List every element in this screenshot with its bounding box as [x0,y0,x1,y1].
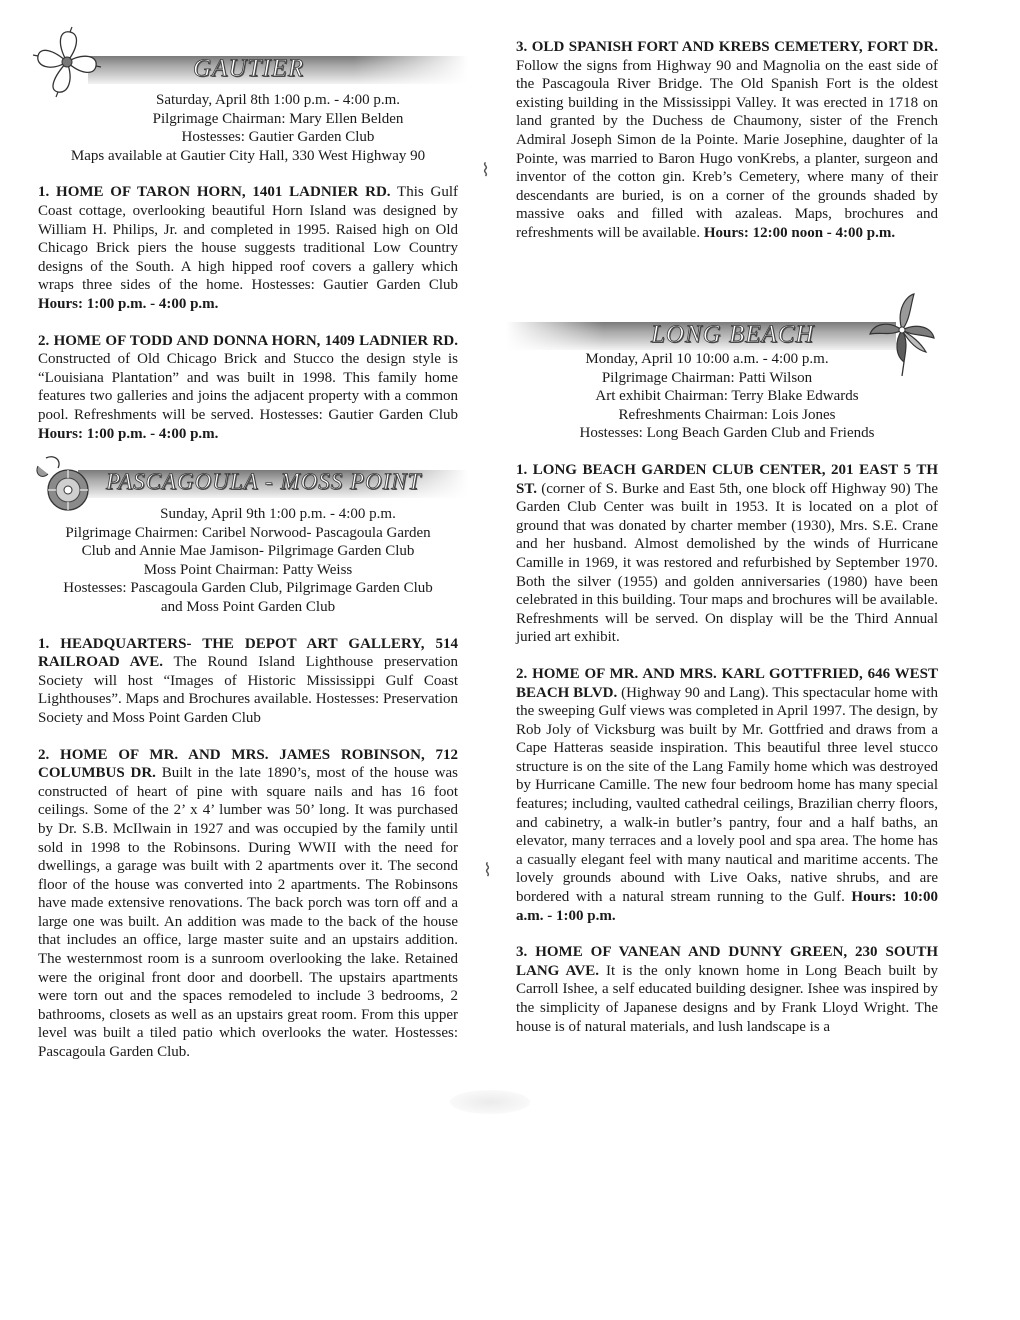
pascagoula-item-2-title: 2. HOME OF MR. AND MRS. JAMES ROBINSON, 712 COLUMBUS DR. [38,746,458,782]
longbeach-item-2-title: 2. HOME OF MR. AND MRS. KARL GOTTFRIED, 646 WEST BEACH BLVD. [516,665,938,701]
gautier-item-2-body: Constructed of Old Chicago Brick and Stucco the design style is “Louisiana Plantation” and was built in 1998. This family home features two galleries and joins the adjacent property with a common pool. Refreshments will be served. Hostesses: Gautier Garden Club [38,351,458,423]
longbeach-info-hostesses: Hostesses: Long Beach Garden Club and Friends [579,425,875,442]
longbeach-item-1 [516,461,938,647]
gautier-item-1-title: 1. HOME OF TARON HORN, 1401 LADNIER RD. [38,184,391,201]
gautier-title: GAUTIER [193,55,305,82]
gautier-info-maps: Maps available at Gautier City Hall, 330 West Highway 90 [70,147,426,164]
longbeach-info-date: Monday, April 10 10:00 a.m. - 4:00 p.m. [585,351,829,367]
longbeach-item-1-body: (corner of S. Burke and East 5th, one block off Highway 90) The Garden Club Center was built in 1953. It is located on a plot of ground that was donated by charter member (1930), Mrs. S.E. Crane and her husband. Almost demolished by the winds of Hurricane Camille in 1969, it was restored and refurbished by September 1970. Both the silver (1955) and golden anniversaries (1980) have been celebrated in this building. Tour maps and brochures will be available. Refreshments will be served. On display will be the Third Annual juried art exhibit. [516,480,938,646]
pascagoula-info-chairmen-cont: Club and Annie Mae Jamison- Pilgrimage Garden Club [81,543,415,560]
longbeach-item-3 [516,943,938,1036]
pascagoula-info-date: Sunday, April 9th 1:00 p.m. - 4:00 p.m. [160,506,396,522]
gautier-info-hostesses: Hostesses: Gautier Garden Club [181,129,375,146]
pascagoula-item-1-title: 1. HEADQUARTERS- THE DEPOT ART GALLERY, 514 RAILROAD AVE. [38,635,458,671]
longbeach-item-2-hours: Hours: 10:00 a.m. - 1:00 p.m. [516,889,938,924]
longbeach-info-art: Art exhibit Chairman: Terry Blake Edwards [595,388,859,405]
longbeach-item-2 [516,665,938,925]
longbeach-item-3-body: It is the only known home in Long Beach built by Carroll Ishee, a self educated building designer. Ishee was inspired by the simplicity of Japanese designs and by Frank Lloyd Wright. The house is of natural materials, and lush landscape is a [516,962,938,1035]
pascagoula-info-hostesses: Hostesses: Pascagoula Garden Club, Pilgrimage Garden Club [63,580,433,597]
gautier-item-2-title: 2. HOME OF TODD AND DONNA HORN, 1409 LADNIER RD. [38,332,458,349]
pascagoula-info-chairmen: Pilgrimage Chairmen: Caribel Norwood- Pascagoula Garden [65,524,431,541]
longbeach-item-2-body: (Highway 90 and Lang). This spectacular home with the sweeping Gulf views was completed in April 1997. The design, by Rob Joly of Vicksburg was built by Mr. Gottfried and draws from a Cape Hatteras seaside inspiration. This beautiful three level stucco structure is on the site of the Lang Family home which was destroyed by Hurricane Camille. The new four bedroom home has many special features; including, vaulted cathedral ceilings, Brazilian cherry floors, and cabinetry, a walk-in butler’s pantry, four and a half baths, an elevator, many terraces and a lovely pool and spa area. The home has a casually elegant feel with many nautical and maritime accents. The lovely grounds abound with Live Oaks, native shrubs, and are bordered with a natural stream running to the Gulf. [516,684,938,906]
pascagoula-info-hostesses-cont: and Moss Point Garden Club [160,598,336,615]
gautier-item-1-hours: Hours: 1:00 p.m. - 4:00 p.m. [38,295,219,312]
scan-smudge [450,1090,530,1114]
longbeach-info-chairman: Pilgrimage Chairman: Patti Wilson [601,369,813,386]
pascagoula-item-1 [38,635,458,728]
gautier-info-chairman: Pilgrimage Chairman: Mary Ellen Belden [152,110,404,127]
pascagoula-info-moss-point: Moss Point Chairman: Patty Weiss [143,561,353,578]
gautier-item-1-body: This Gulf Coast cottage, overlooking beautiful Horn Island was designed by William H. Philips, Jr. and completed in 1995. Raised high on Old Chicago Brick piers the house suggests traditional Low Country designs of the South. A high hipped roof covers a gallery which wraps three sides of the home. Hostesses: Gautier Garden Club [38,184,458,294]
gautier-item-1 [38,183,458,313]
pascagoula-item-3 [516,38,938,243]
pascagoula-banner [38,466,468,502]
gautier-info-date: Saturday, April 8th 1:00 p.m. - 4:00 p.m. [155,92,400,108]
pascagoula-item-3-title: 3. OLD SPANISH FORT AND KREBS CEMETERY, FORT DR. [516,39,938,55]
longbeach-banner [506,318,906,354]
longbeach-item-1-title: 1. LONG BEACH GARDEN CLUB CENTER, 201 EAST 5 TH ST. [516,461,938,497]
longbeach-item-3-title: 3. HOME OF VANEAN AND DUNNY GREEN, 230 SOUTH LANG AVE. [516,944,938,979]
longbeach-info-refreshments: Refreshments Chairman: Lois Jones [618,406,836,423]
pascagoula-title: PASCAGOULA - MOSS POINT [106,469,422,494]
gautier-item-2 [38,332,458,444]
gautier-item-2-hours: Hours: 1:00 p.m. - 4:00 p.m. [38,425,219,442]
pascagoula-item-1-body: The Round Island Lighthouse preservation Society will host “Images of Historic Mississippi Gulf Coast Lighthouses”. Maps and Brochures available. Hostesses: Preservation Society and Moss Point Garden Club [38,654,458,726]
pascagoula-item-3-hours: Hours: 12:00 noon - 4:00 p.m. [703,224,896,241]
scan-mark: ⌇ [481,160,490,181]
longbeach-title: LONG BEACH [651,321,815,348]
pascagoula-item-2-body: Built in the late 1890’s, most of the house was constructed of heart of pine with square nails and has 16 foot ceilings. Some of the 2’ x 4’ lumber was 50’ long. It was purchased by Dr. S.B. McIlwain in 1927 and was occupied by the family until sold in 1998 to the Robinsons. During WWII with the need for dwellings, a garage was built with 2 apartments over it. The second floor of the house was converted into 2 apartments. The Robinsons have made extensive renovations. The back porch was torn off and a large one was built. An addition was made to the back of the house that includes an office, large master suite and an upstairs addition. The westernmost room is a sunroom overlooking the lake. Retained were the original front door and doorbell. The upstairs apartments were torn out and the spaces remodeled to include 3 bedrooms, 2 bathrooms, closets as well as an upstairs great room. From this upper level was built a tiled patio which overlooks the water. Hostesses: Pascagoula Garden Club. [38,765,458,1061]
pascagoula-item-3-body: Follow the signs from Highway 90 and Magnolia on the east side of the Pascagoula River Bridge. The Old Spanish Fort is the oldest existing building in the Mississippi Valley. It was erected in 1718 on land granted by the Duchess de Chaumony, sister of the French Admiral Joseph Simon de la Pointe. Marie Josephine, daughter of la Pointe, was married to Baron Hugo vonKrebs, a planter, surgeon and inventor of the cotton gin. Kreb’s Cemetery, where many of their descendants are buried, is on a corner of the grounds shaded by massive oaks and filled with azaleas. Maps, brochures and refreshments will be available. [516,57,938,241]
scan-mark: ⌇ [483,860,492,881]
pascagoula-item-2 [38,746,458,1062]
